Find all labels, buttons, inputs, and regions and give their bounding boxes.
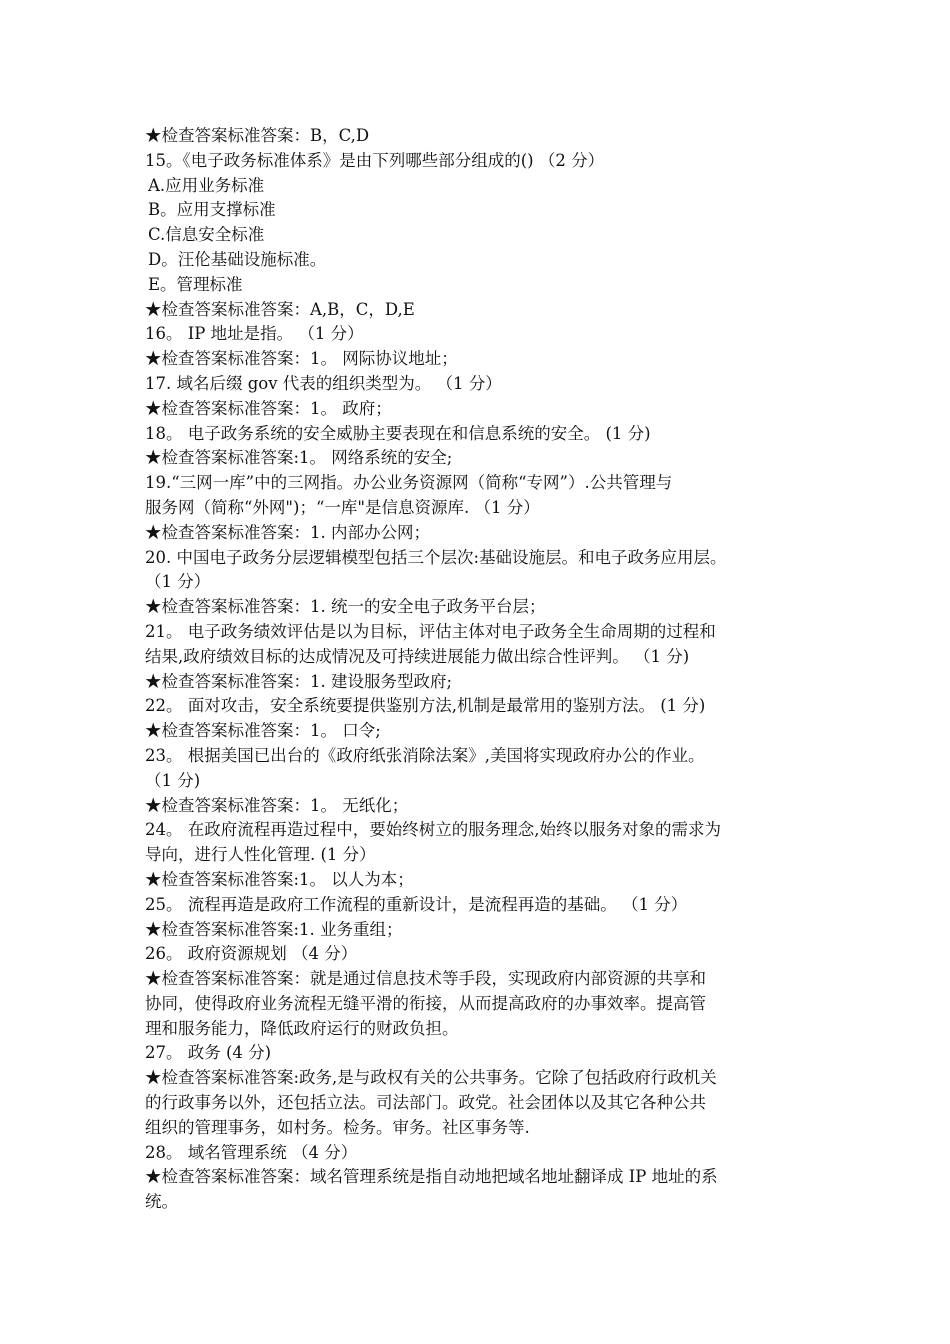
- question-line: 23。 根据美国已出台的《政府纸张消除法案》,美国将实现政府办公的作业。: [145, 745, 705, 765]
- option-line: B。应用支撑标准: [148, 200, 276, 220]
- question-line-continued: （1 分）: [145, 572, 211, 592]
- document-page: [145, 124, 825, 1215]
- question-line: 16。 IP 地址是指。 （1 分）: [145, 324, 364, 344]
- option-line: D。汪伦基础设施标准。: [148, 249, 327, 269]
- question-line: 17. 域名后缀 gov 代表的组织类型为。 （1 分）: [145, 373, 502, 393]
- question-line: 15。《电子政务标准体系》是由下列哪些部分组成的() （2 分）: [145, 150, 605, 170]
- answer-line: ★检查答案标准答案：A,B，C，D,E: [145, 299, 415, 319]
- answer-line-continued: 理和服务能力，降低政府运行的财政负担。: [145, 1018, 459, 1038]
- answer-line: ★检查答案标准答案：1. 内部办公网；: [145, 522, 430, 542]
- answer-line-continued: 组织的管理事务，如村务。检务。审务。社区事务等.: [145, 1117, 530, 1137]
- question-line-continued: 服务网（简称“外网")；“一库"是信息资源库. （1 分）: [145, 497, 540, 517]
- answer-line: ★检查答案标准答案：1。 无纸化；: [145, 795, 409, 815]
- answer-line: ★检查答案标准答案:1。 以人为本；: [145, 869, 414, 889]
- answer-line-continued: 统。: [145, 1192, 178, 1212]
- answer-line: ★检查答案标准答案：B，C,D: [145, 126, 370, 145]
- answer-line: ★检查答案标准答案:1. 业务重组；: [145, 919, 403, 939]
- question-line-continued: 导向，进行人性化管理. (1 分）: [145, 845, 376, 865]
- question-line: 18。 电子政务系统的安全威胁主要表现在和信息系统的安全。 (1 分): [145, 423, 651, 443]
- answer-line: ★检查答案标准答案：1。 网际协议地址；: [145, 349, 458, 369]
- question-line: 28。 域名管理系统 （4 分）: [145, 1142, 358, 1162]
- answer-line-continued: 的行政事务以外，还包括立法。司法部门。政党。社会团体以及其它各种公共: [145, 1093, 706, 1113]
- question-line: 21。 电子政务绩效评估是以为目标，评估主体对电子政务全生命周期的过程和: [145, 621, 716, 641]
- answer-line: ★检查答案标准答案：1. 统一的安全电子政务平台层；: [145, 597, 546, 617]
- question-line-continued: 结果,政府绩效目标的达成情况及可持续进展能力做出综合性评判。 （1 分): [145, 646, 690, 666]
- answer-line: ★检查答案标准答案：1。 口令;: [145, 721, 381, 741]
- question-line: 26。 政府资源规划 （4 分）: [145, 944, 358, 964]
- answer-line: ★检查答案标准答案：域名管理系统是指自动地把域名地址翻译成 IP 地址的系: [145, 1167, 718, 1187]
- option-line: E。管理标准: [148, 274, 243, 294]
- answer-line: ★检查答案标准答案:政务,是与政权有关的公共事务。它除了包括政府行政机关: [145, 1068, 717, 1088]
- answer-line: ★检查答案标准答案：1. 建设服务型政府;: [145, 671, 453, 691]
- question-line: 25。 流程再造是政府工作流程的重新设计，是流程再造的基础。 （1 分）: [145, 894, 688, 914]
- option-line: A.应用业务标准: [148, 175, 265, 195]
- question-line: 19.“三网一库”中的三网指。办公业务资源网（简称“专网”）.公共管理与: [145, 473, 673, 493]
- question-line: 27。 政务 (4 分): [145, 1043, 272, 1063]
- answer-line: ★检查答案标准答案:1。 网络系统的安全;: [145, 448, 453, 468]
- answer-line: ★检查答案标准答案：1。 政府；: [145, 398, 392, 418]
- answer-line-continued: 协同，使得政府业务流程无缝平滑的衔接，从而提高政府的办事效率。提高管: [145, 993, 706, 1013]
- answer-line: ★检查答案标准答案：就是通过信息技术等手段，实现政府内部资源的共享和: [145, 969, 706, 989]
- option-line: C.信息安全标准: [148, 225, 265, 245]
- question-line: 20. 中国电子政务分层逻辑模型包括三个层次:基础设施层。和电子政务应用层。: [145, 547, 727, 567]
- question-line: 24。 在政府流程再造过程中，要始终树立的服务理念,始终以服务对象的需求为: [145, 820, 721, 840]
- question-line: 22。 面对攻击，安全系统要提供鉴别方法,机制是最常用的鉴别方法。 (1 分): [145, 696, 706, 716]
- question-line-continued: （1 分): [145, 770, 201, 790]
